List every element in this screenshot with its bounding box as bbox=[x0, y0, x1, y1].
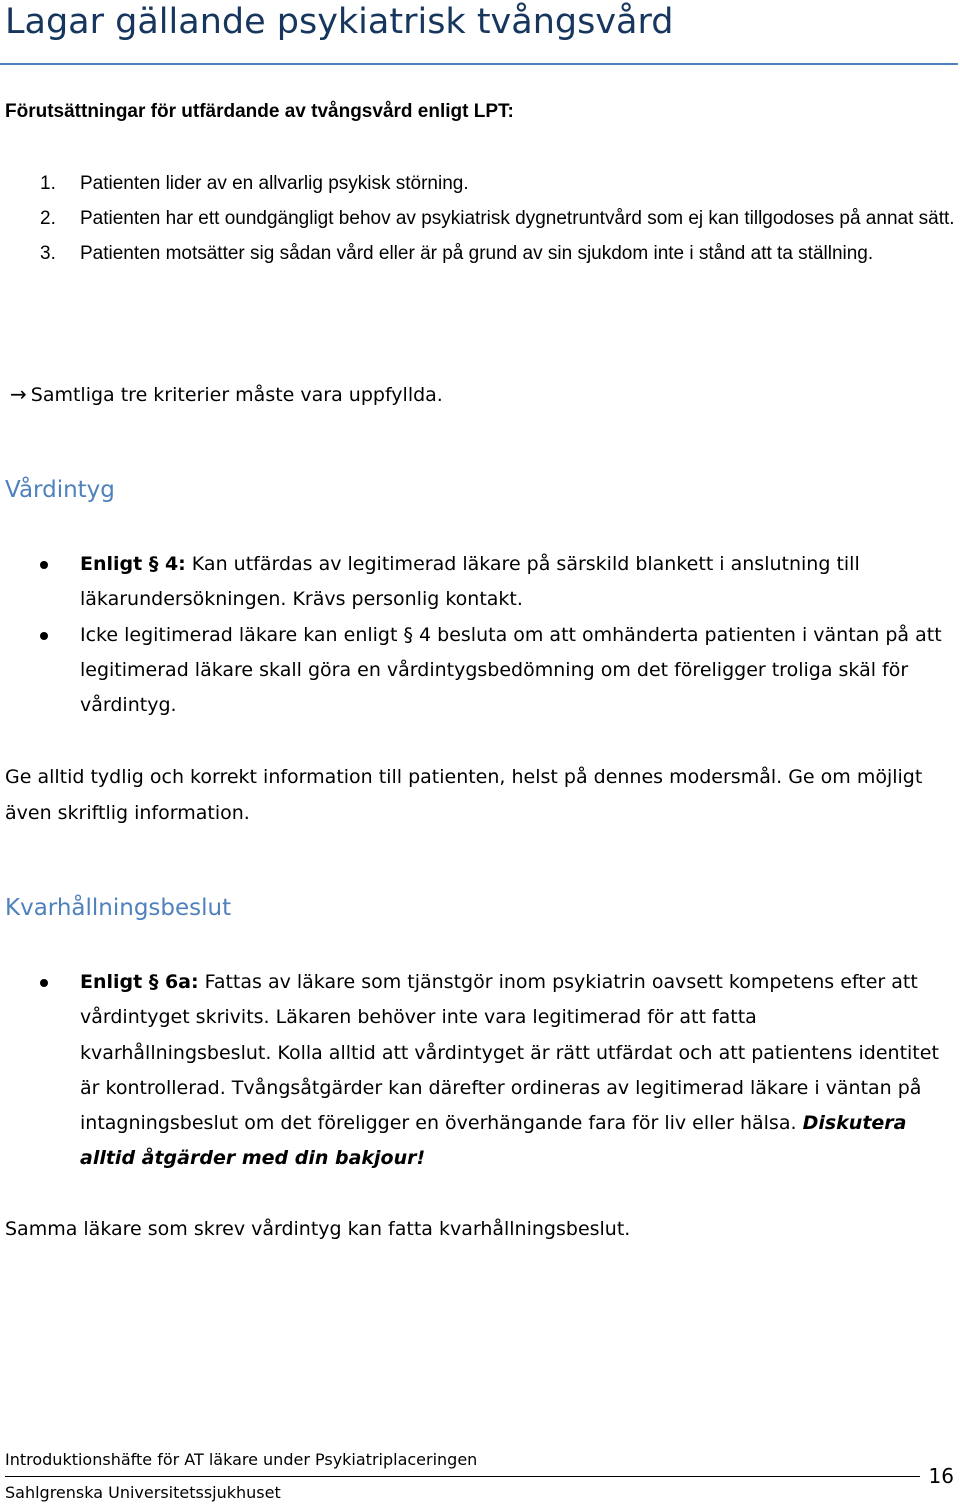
section-heading-vardintyg: Vårdintyg bbox=[5, 477, 115, 503]
kvarhallning-note: Samma läkare som skrev vårdintyg kan fatta kvarhållningsbeslut. bbox=[5, 1218, 631, 1240]
kvarhallning-list bbox=[0, 965, 960, 1177]
bullet-icon bbox=[40, 632, 48, 640]
list-item-number: 2. bbox=[40, 208, 56, 229]
list-item bbox=[0, 618, 952, 724]
list-item-number: 1. bbox=[40, 173, 56, 194]
page-number: 16 bbox=[928, 1464, 954, 1488]
vardintyg-note: Ge alltid tydlig och korrekt information till patienten, helst på dennes modersmål. Ge om möjligt även skriftlig information. bbox=[5, 766, 923, 824]
list-item-text: Fattas av läkare som tjänstgör inom psykiatrin oavsett kompetens efter att vårdintyget skrivits. Läkaren behöver inte vara legitimerad för att fatta kvarhållningsbeslut. Kolla alltid att vårdintyget är rätt utfärdat och att patientens identitet är kontrollerad. Tvångsåtgärder kan därefter ordineras av legitimerad läkare i väntan på intagningsbeslut om det föreligger en överhängande fara för liv eller hälsa. bbox=[80, 971, 939, 1135]
criteria-conclusion bbox=[10, 377, 443, 413]
conclusion-text: Samtliga tre kriterier måste vara uppfyllda. bbox=[30, 384, 443, 406]
list-item-text: Kan utfärdas av legitimerad läkare på särskild blankett i anslutning till läkarundersökningen. Krävs personlig kontakt. bbox=[80, 553, 860, 611]
law-reference: Enligt § 6a: bbox=[80, 971, 199, 993]
vardintyg-list bbox=[0, 547, 960, 723]
list-item-text: Icke legitimerad läkare kan enligt § 4 besluta om att omhänderta patienten i väntan på att legitimerad läkare skall göra en vårdintygsbedömning om det föreligger troliga skäl för vårdintyg. bbox=[80, 623, 942, 717]
section-heading-kvarhallningsbeslut: Kvarhållningsbeslut bbox=[5, 895, 232, 921]
list-item-text: Patienten lider av en allvarlig psykisk störning. bbox=[80, 173, 469, 194]
arrow-right-icon: → bbox=[10, 382, 27, 406]
criteria-list bbox=[0, 166, 960, 271]
bullet-icon bbox=[40, 979, 48, 987]
list-item bbox=[0, 965, 952, 1177]
list-item bbox=[0, 236, 955, 271]
list-item-number: 3. bbox=[40, 243, 56, 264]
title-divider bbox=[0, 63, 958, 65]
list-item bbox=[0, 166, 955, 201]
list-item-text: Patienten har ett oundgängligt behov av psykiatrisk dygnetruntvård som ej kan tillgodoses på annat sätt. bbox=[80, 208, 955, 229]
emphasis-text: Diskutera alltid åtgärder med din bakjour! bbox=[80, 1112, 907, 1170]
law-reference: Enligt § 4: bbox=[80, 553, 186, 575]
list-item bbox=[0, 201, 955, 236]
list-item bbox=[0, 547, 952, 618]
footer-divider bbox=[5, 1476, 920, 1477]
footer-document-title: Introduktionshäfte för AT läkare under Psykiatriplaceringen bbox=[5, 1450, 478, 1469]
bullet-icon bbox=[40, 561, 48, 569]
list-item-text: Patienten motsätter sig sådan vård eller är på grund av sin sjukdom inte i stånd att ta ställning. bbox=[80, 243, 874, 264]
intro-heading: Förutsättningar för utfärdande av tvångsvård enligt LPT: bbox=[5, 101, 514, 122]
page-title: Lagar gällande psykiatrisk tvångsvård bbox=[5, 2, 674, 42]
footer-organization: Sahlgrenska Universitetssjukhuset bbox=[5, 1483, 281, 1502]
